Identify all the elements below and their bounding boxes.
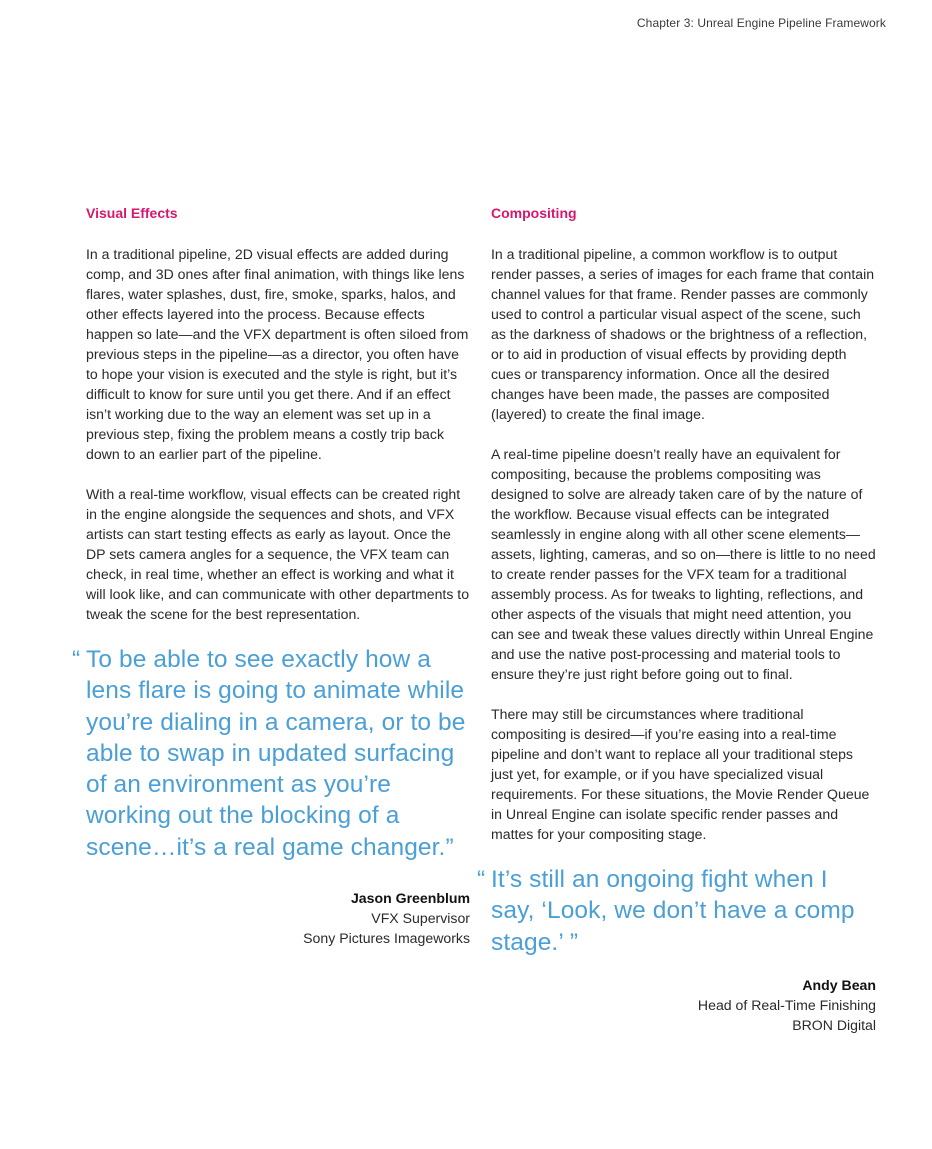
running-head: Chapter 3: Unreal Engine Pipeline Framework (636, 16, 886, 30)
compositing-paragraph-3: There may still be circumstances where traditional compositing is desired—if you’re easing into a real-time pipeline and don’t want to replace all your traditional steps just yet, for example, or if you have specialized visual requirements. For these situations, the Movie Render Queue in Unreal Engine can isolate specific render passes and mattes for your compositing stage. (491, 706, 870, 842)
attribution-title: VFX Supervisor (371, 910, 470, 927)
pull-quote-greenblum (72, 644, 470, 863)
compositing-paragraph-1: In a traditional pipeline, a common workflow is to output render passes, a series of images for each frame that contain channel values for that frame. Render passes are commonly used to control a particular visual aspect of the scene, such as the darkness of shadows or the brightness of a reflection, or to aid in production of visual effects by providing depth cues or transparency information. Once all the desired changes have been made, the passes are composited (layered) to create the final image. (491, 246, 875, 422)
attribution-title: Head of Real-Time Finishing (697, 996, 876, 1013)
open-quote-mark: “ (72, 646, 81, 673)
compositing-paragraph-2: A real-time pipeline doesn’t really have an equivalent for compositing, because the problems compositing was designed to solve are already taken care of by the nature of the workflow. Because visual effects can be integrated seamlessly in engine along with all other scene elements—assets, lighting, cameras, and so on—there is little to no need to create render passes for the VFX team for a traditional assembly process. As for tweaks to lighting, reflections, and other aspects of the visuals that might need attention, you can see and tweak these values directly within Unreal Engine and use the native post-processing and material tools to ensure they’re just right before going out to final. (491, 446, 876, 682)
visual-effects-paragraph-2: With a real-time workflow, visual effects can be created right in the engine alongside the sequences and shots, and VFX artists can start testing effects as early as layout. Once the DP sets camera angles for a sequence, the VFX team can check, in real time, whether an effect is working and what it will look like, and can communicate with other departments to tweak the scene for the best representation. (86, 486, 470, 622)
pull-quote-text: It’s still an ongoing fight when I say, ‘Look, we don’t have a comp stage.’ ” (491, 866, 855, 956)
attribution-company: BRON Digital (792, 1016, 876, 1033)
quote-attribution-bean (491, 975, 876, 1035)
pull-quote-bean (477, 864, 876, 958)
attribution-name: Andy Bean (802, 976, 876, 993)
visual-effects-column (72, 203, 470, 948)
visual-effects-heading: Visual Effects (86, 205, 178, 221)
compositing-heading: Compositing (491, 205, 577, 221)
compositing-column (477, 203, 876, 1035)
visual-effects-paragraph-1: In a traditional pipeline, 2D visual effects are added during comp, and 3D ones after final animation, with things like lens flares, water splashes, dust, fire, smoke, sparks, halos, and other effects layered into the process. Because effects happen so late—and the VFX department is often siloed from previous steps in the pipeline—as a director, you often have to hope your vision is executed and the style is right, but it’s difficult to know for sure until you get there. And if an effect isn’t working due to the way an element was set up in a previous step, fixing the problem means a costly trip back down to an earlier part of the pipeline. (86, 246, 469, 462)
quote-attribution-greenblum (86, 888, 470, 948)
open-quote-mark: “ (477, 866, 486, 893)
attribution-company: Sony Pictures Imageworks (303, 930, 470, 947)
attribution-name: Jason Greenblum (350, 890, 470, 907)
pull-quote-text: To be able to see exactly how a lens flare is going to animate while you’re dialing in a camera, or to be able to swap in updated surfacing of an environment as you’re working out the blocking of a scene…it’s a real game changer.” (86, 646, 466, 861)
